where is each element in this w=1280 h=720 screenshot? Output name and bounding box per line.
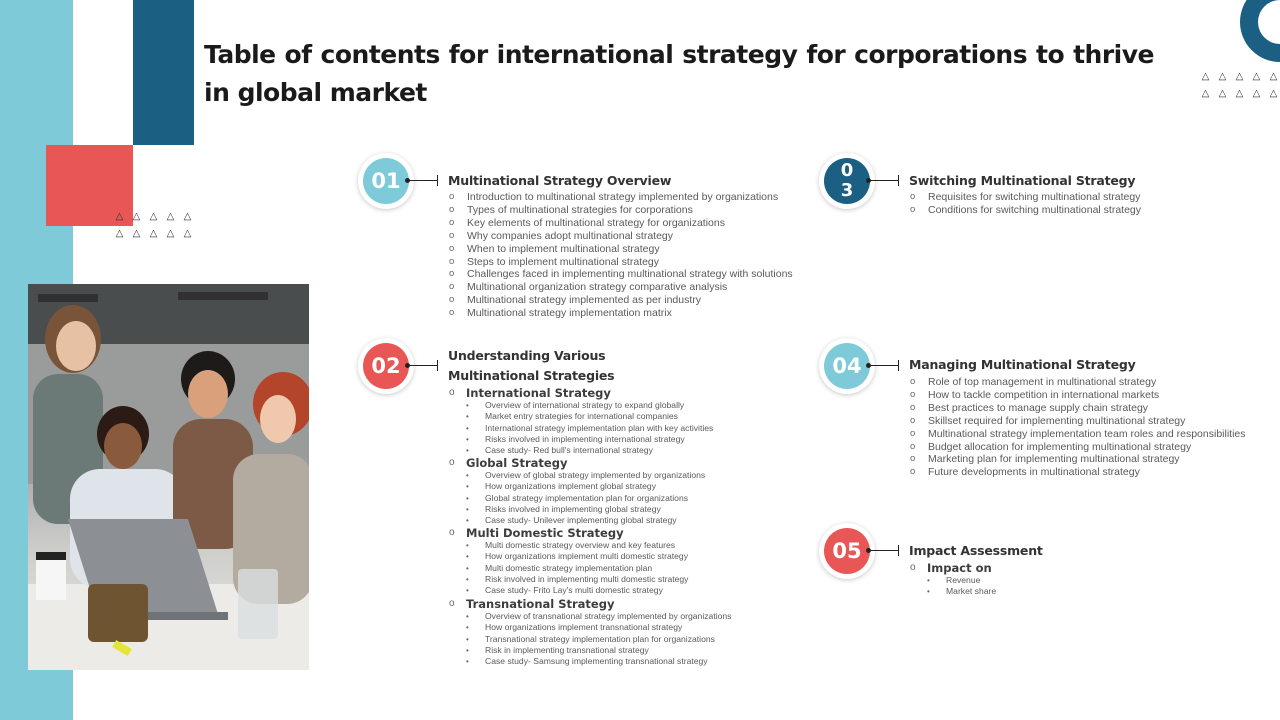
list-item: o Multinational strategy implementation matrix	[448, 307, 793, 320]
bullet-item: • Risks involved in implementing global strategy	[485, 504, 705, 515]
bullet-item: • Global strategy implementation plan for organizations	[485, 493, 705, 504]
triangle-icon: △	[1252, 71, 1261, 82]
section-01-heading: Multinational Strategy Overview	[448, 173, 672, 188]
list-item: o Challenges faced in implementing multinational strategy with solutions	[448, 268, 793, 281]
bullet-item: • Revenue	[946, 575, 996, 586]
bullet-item: • How organizations implement transnational strategy	[485, 622, 731, 633]
subsection-title: o Impact on	[909, 561, 996, 575]
team-meeting-photo	[28, 284, 309, 670]
list-item: o Requisites for switching multinational strategy	[909, 191, 1141, 204]
section-02-heading-line1: Understanding Various	[448, 348, 606, 363]
bullet-item: • How organizations implement multi domestic strategy	[485, 551, 688, 562]
subsection-multi-domestic	[448, 526, 688, 596]
section-03-connector	[869, 180, 899, 181]
section-03-list	[909, 191, 1141, 217]
section-04-list	[909, 376, 1246, 479]
section-05-connector	[869, 550, 899, 551]
section-02-heading-line2: Multinational Strategies	[448, 368, 615, 383]
list-item: o Multinational strategy implemented as per industry	[448, 294, 793, 307]
section-05-heading: Impact Assessment	[909, 543, 1043, 558]
subsection-impact-on	[909, 561, 996, 598]
triangle-icon: △	[1218, 71, 1227, 82]
bullet-item: • Market share	[946, 586, 996, 597]
subsection-transnational	[448, 597, 731, 667]
section-02-connector	[408, 365, 438, 366]
subsection-title: o International Strategy	[448, 386, 713, 400]
subsection-title: o Multi Domestic Strategy	[448, 526, 688, 540]
triangle-icon: △	[1252, 88, 1261, 99]
list-item: o Introduction to multinational strategy implemented by organizations	[448, 191, 793, 204]
bullet-item: • Case study- Samsung implementing transnational strategy	[485, 656, 731, 667]
list-item: o Steps to implement multinational strategy	[448, 256, 793, 269]
section-05-number: 05	[824, 528, 870, 574]
bullet-item: • How organizations implement global strategy	[485, 481, 705, 492]
triangle-icon: △	[183, 228, 192, 239]
list-item: o Multinational organization strategy comparative analysis	[448, 281, 793, 294]
bullet-item: • Multi domestic strategy implementation plan	[485, 563, 688, 574]
section-03-heading: Switching Multinational Strategy	[909, 173, 1136, 188]
triangle-icon: △	[166, 228, 175, 239]
list-item: o When to implement multinational strategy	[448, 243, 793, 256]
triangle-icon: △	[183, 211, 192, 222]
triangle-pattern-left	[111, 210, 196, 241]
subsection-global	[448, 456, 705, 526]
triangle-icon: △	[1201, 88, 1210, 99]
bullet-item: • Transnational strategy implementation plan for organizations	[485, 634, 731, 645]
triangle-icon: △	[1235, 88, 1244, 99]
list-item: o Why companies adopt multinational strategy	[448, 230, 793, 243]
page-title: Table of contents for international strategy for corporations to thrive in global market	[204, 40, 1154, 107]
list-item: o Key elements of multinational strategy for organizations	[448, 217, 793, 230]
triangle-icon: △	[132, 228, 141, 239]
triangle-icon: △	[149, 228, 158, 239]
section-04-heading: Managing Multinational Strategy	[909, 357, 1136, 372]
list-item: o Future developments in multinational strategy	[909, 466, 1246, 479]
triangle-icon: △	[1201, 71, 1210, 82]
section-04-connector	[869, 365, 899, 366]
list-item: o Budget allocation for implementing multinational strategy	[909, 441, 1246, 454]
bullet-item: • Market entry strategies for international companies	[485, 411, 713, 422]
triangle-icon: △	[1269, 71, 1278, 82]
list-item: o Best practices to manage supply chain strategy	[909, 402, 1246, 415]
bullet-item: • Case study- Frito Lay's multi domestic strategy	[485, 585, 688, 596]
subsection-title: o Global Strategy	[448, 456, 705, 470]
list-item: o Marketing plan for implementing multinational strategy	[909, 453, 1246, 466]
list-item: o Multinational strategy implementation team roles and responsibilities	[909, 428, 1246, 441]
bullet-item: • International strategy implementation plan with key activities	[485, 423, 713, 434]
list-item: o How to tackle competition in international markets	[909, 389, 1246, 402]
bullet-item: • Risk in implementing transnational strategy	[485, 645, 731, 656]
triangle-icon: △	[1235, 71, 1244, 82]
corner-arc-shape	[1240, 0, 1280, 62]
bullet-item: • Case study- Red bull's international strategy	[485, 445, 713, 456]
bullet-item: • Overview of transnational strategy implemented by organizations	[485, 611, 731, 622]
section-02-heading	[448, 346, 614, 386]
triangle-icon: △	[1218, 88, 1227, 99]
section-01-list	[448, 191, 793, 320]
triangle-pattern-right	[1197, 70, 1280, 101]
list-item: o Conditions for switching multinational strategy	[909, 204, 1141, 217]
triangle-icon: △	[166, 211, 175, 222]
bullet-item: • Overview of global strategy implemented by organizations	[485, 470, 705, 481]
triangle-icon: △	[149, 211, 158, 222]
section-01-connector	[408, 180, 438, 181]
list-item: o Skillset required for implementing multinational strategy	[909, 415, 1246, 428]
bullet-item: • Risk involved in implementing multi domestic strategy	[485, 574, 688, 585]
section-01-number: 01	[363, 158, 409, 204]
section-03-number	[824, 158, 870, 204]
bullet-item: • Multi domestic strategy overview and key features	[485, 540, 688, 551]
bullet-item: • Overview of international strategy to expand globally	[485, 400, 713, 411]
navy-accent-block	[133, 0, 194, 145]
triangle-icon: △	[132, 211, 141, 222]
section-03-number-digit1: 0	[840, 160, 854, 181]
bullet-item: • Risks involved in implementing international strategy	[485, 434, 713, 445]
bullet-item: • Case study- Unilever implementing global strategy	[485, 515, 705, 526]
list-item: o Types of multinational strategies for corporations	[448, 204, 793, 217]
section-02-number: 02	[363, 343, 409, 389]
section-04-number: 04	[824, 343, 870, 389]
triangle-icon: △	[115, 211, 124, 222]
section-03-number-digit2: 3	[840, 180, 854, 201]
triangle-icon: △	[1269, 88, 1278, 99]
list-item: o Role of top management in multinational strategy	[909, 376, 1246, 389]
subsection-international	[448, 386, 713, 456]
triangle-icon: △	[115, 228, 124, 239]
subsection-title: o Transnational Strategy	[448, 597, 731, 611]
